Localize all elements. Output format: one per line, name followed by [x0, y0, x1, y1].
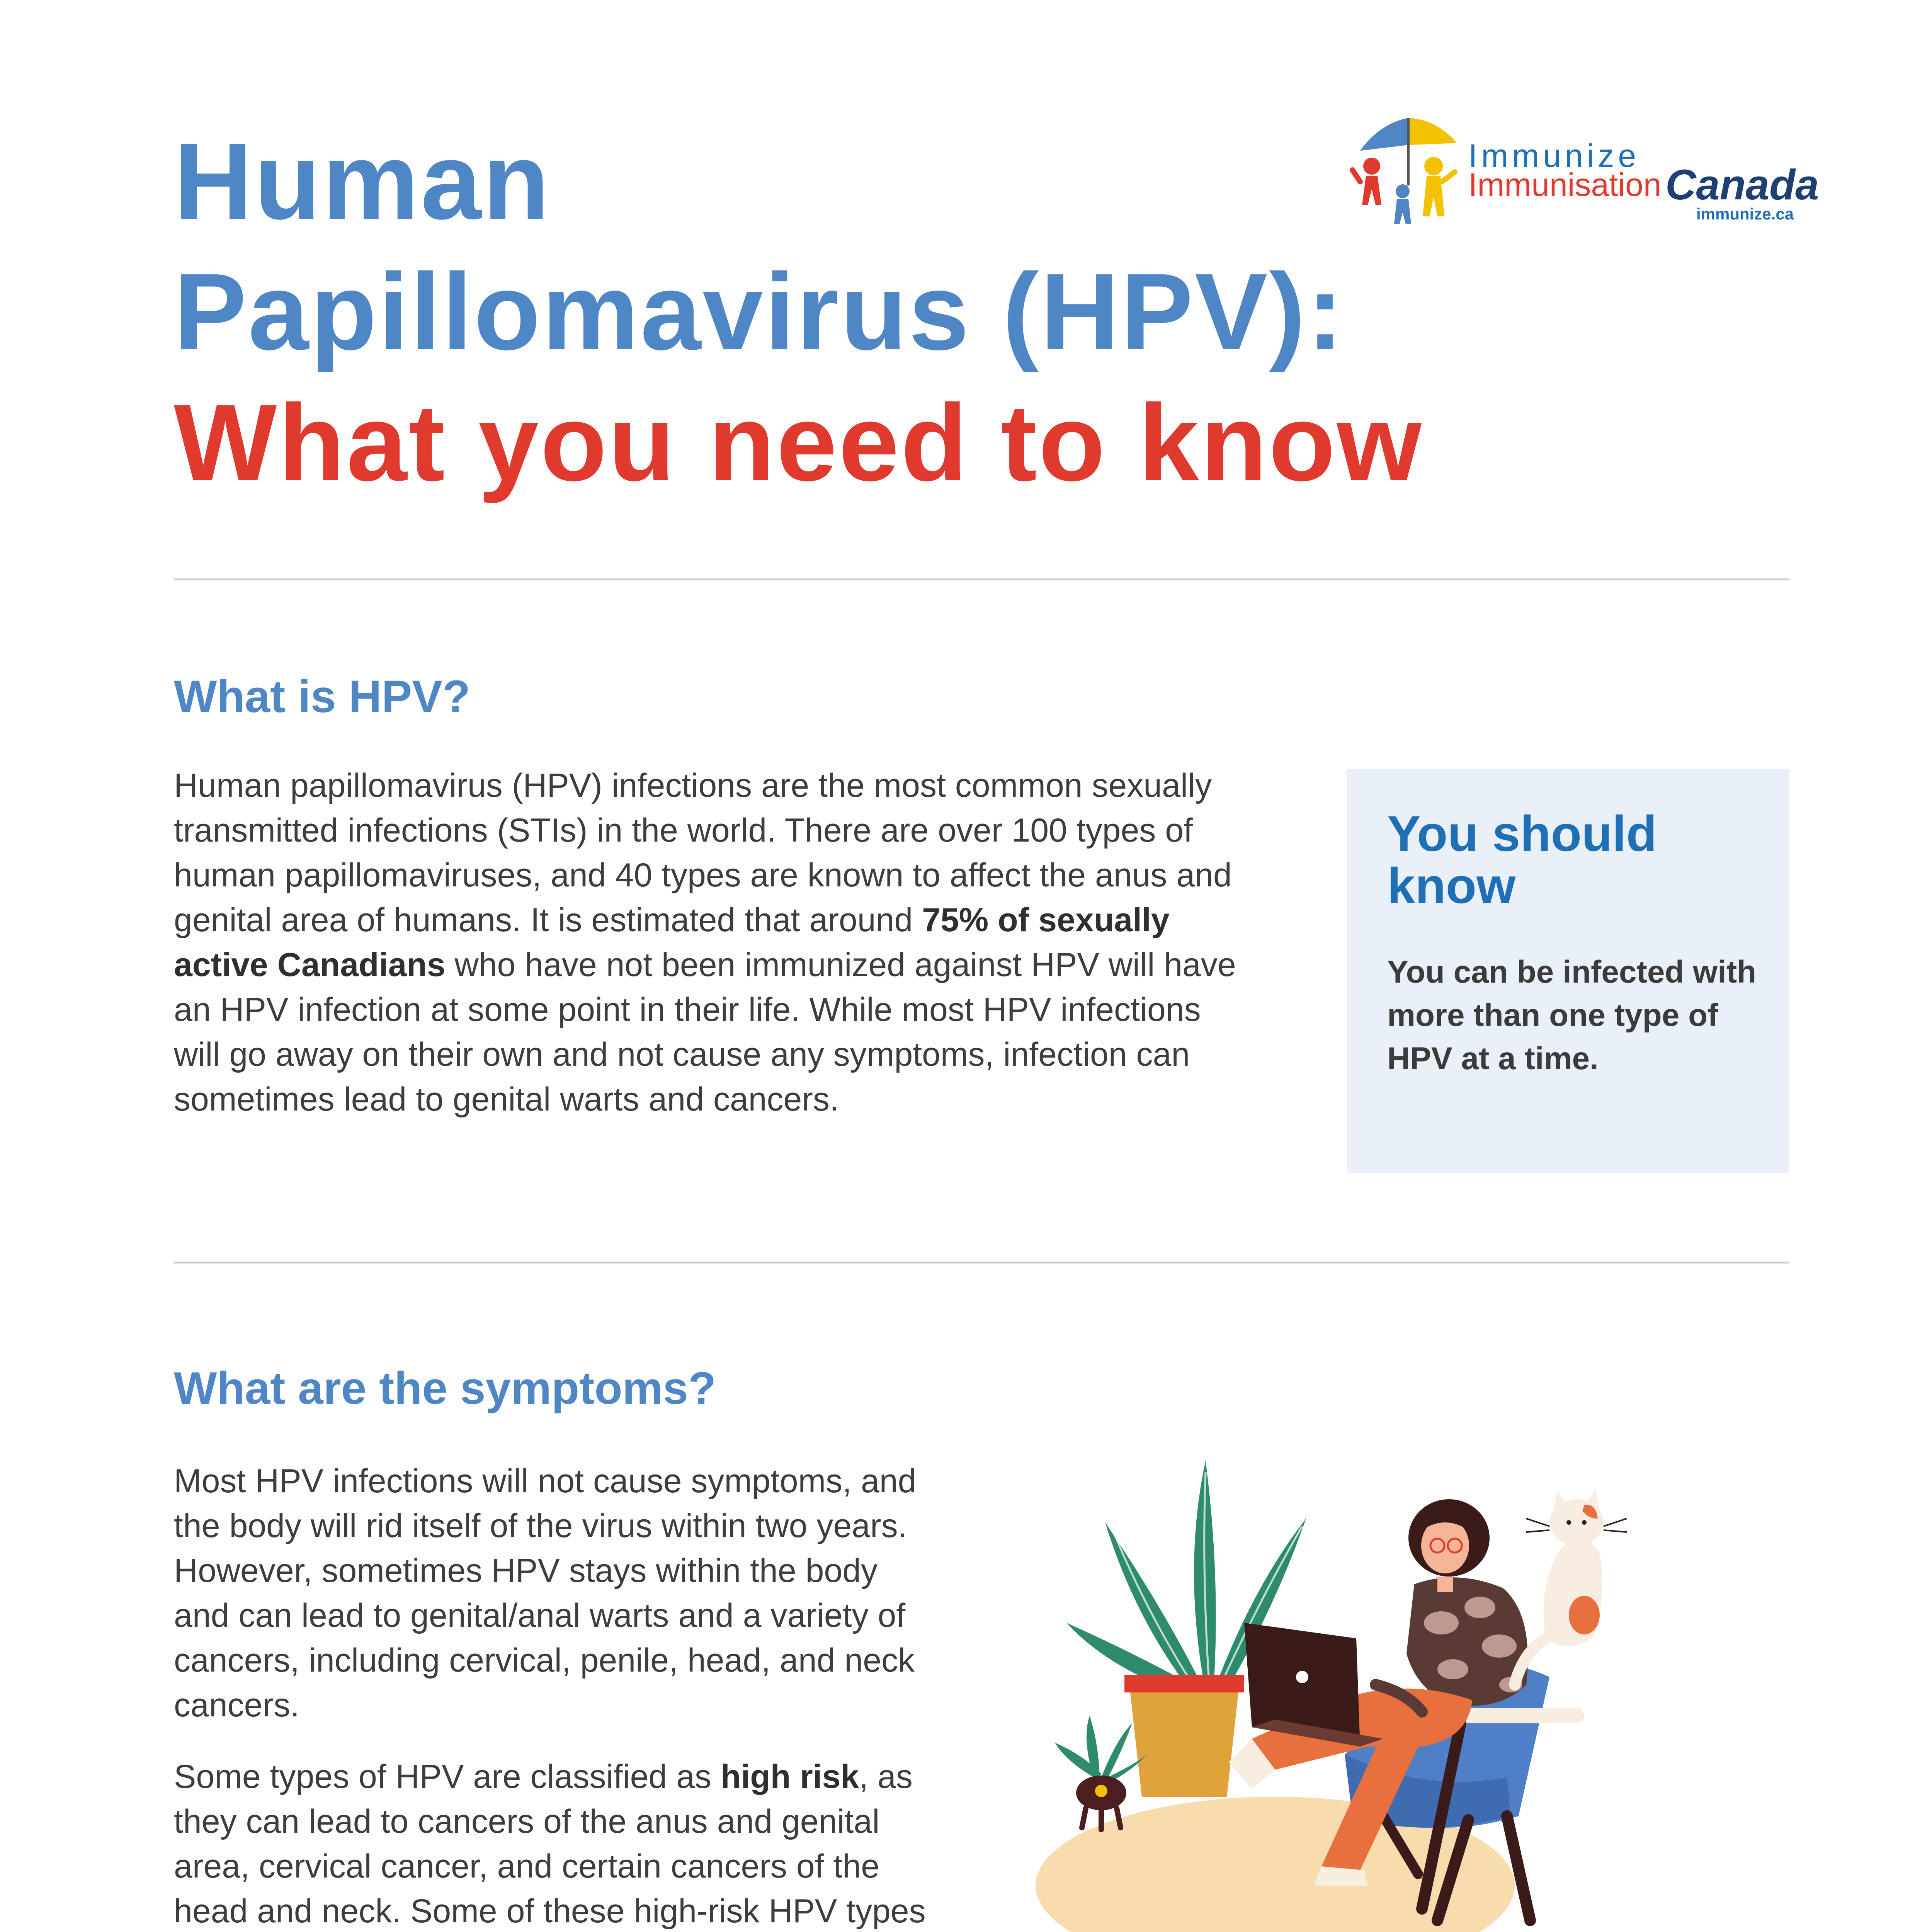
text-run: Some types of HPV are classified as [174, 1758, 721, 1795]
section-heading-symptoms: What are the symptoms? [174, 1363, 716, 1414]
bold-text-run: 75% of sexually active Canadians [174, 901, 1170, 983]
divider [174, 578, 1789, 580]
text-run: , as they can lead to cancers of the anus and genital area, cervical cancer, and certain cancers of the head and neck. Some of these high-risk HPV types [174, 1758, 926, 1930]
logo-word-immunisation: Immunisation [1468, 167, 1662, 203]
title-line-1: Human [174, 120, 551, 242]
immunize-canada-logo [1345, 108, 1819, 236]
woman-laptop-chair-cat-illustration [1036, 1406, 1716, 1932]
section-heading-what-is-hpv: What is HPV? [174, 671, 471, 722]
title-line-2: Papillomavirus (HPV): [174, 251, 1345, 373]
symptoms-paragraph-high-risk [174, 1754, 927, 1932]
symptoms-paragraph-1: Most HPV infections will not cause symptoms, and the body will rid itself of the virus within two years. However, sometimes HPV stays within the body and can lead to genital/anal warts and a variety of cancers, including cervical, penile, head, and neck cancers. [174, 1463, 917, 1724]
logo-word-immunize: Immunize [1468, 138, 1640, 174]
bold-text-run: high risk [720, 1758, 859, 1795]
title-line-3: What you need to know [174, 381, 1423, 503]
umbrella-family-icon [1345, 108, 1468, 236]
text-run: Human papillomavirus (HPV) infections are the most common sexually transmitted infections (STIs) in the world. There are over 100 types of human papillomaviruses, and 40 types are known to affect the anus and genital area of humans. It is estimated that around [174, 767, 1232, 939]
logo-word-canada: Canada [1665, 161, 1819, 209]
callout-title: You should know [1387, 805, 1657, 914]
divider [174, 1262, 1789, 1264]
callout-text: You can be infected with more than one type of HPV at a time. [1387, 954, 1757, 1076]
section-what-is-hpv-paragraph [174, 763, 1248, 1122]
text-run: who have not been immunized against HPV will have an HPV infection at some point in their life. While most HPV infections will go away on their own and not cause any symptoms, infection can sometimes lead to genital warts and cancers. [174, 946, 1236, 1118]
logo-url: immunize.ca [1696, 205, 1794, 223]
you-should-know-callout [1347, 769, 1789, 1173]
